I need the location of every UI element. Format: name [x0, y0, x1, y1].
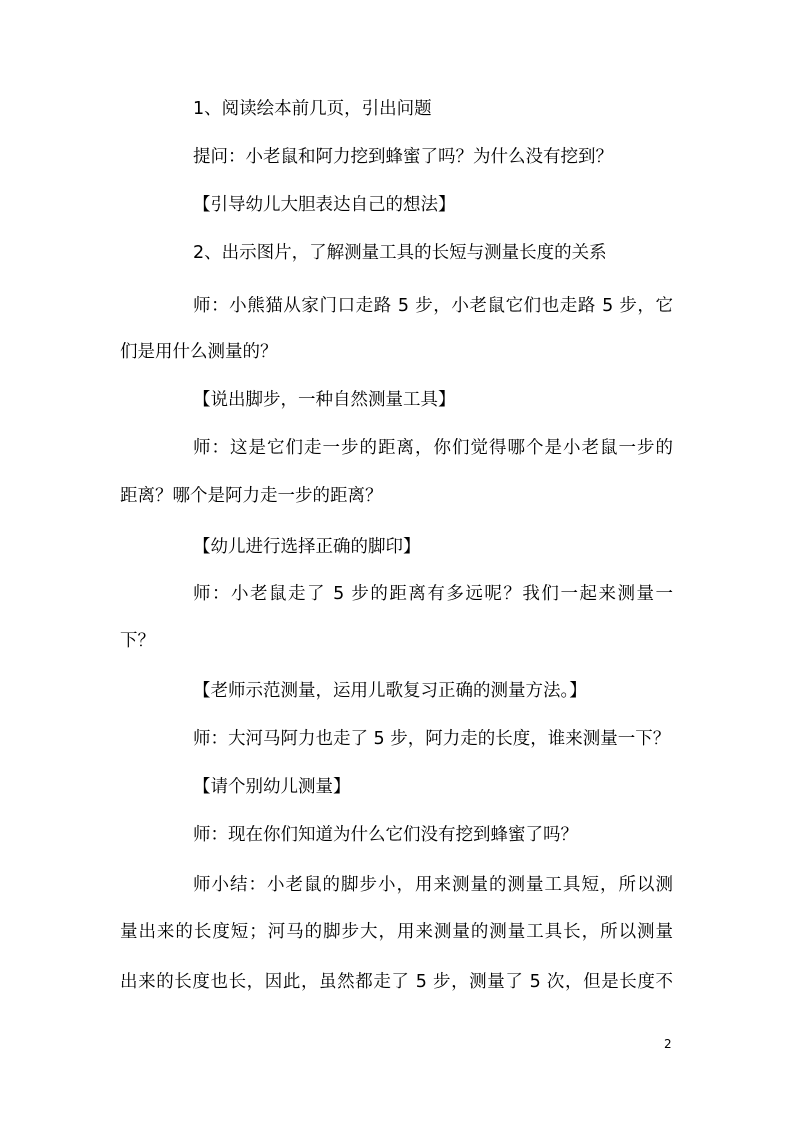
paragraph-line: 们是用什么测量的？ — [120, 342, 278, 362]
page-number: 2 — [664, 1037, 672, 1051]
paragraph-line: 师小结：小老鼠的脚步小，用来测量的测量工具短，所以测 — [193, 875, 673, 895]
heading-step-1: 1、阅读绘本前几页，引出问题 — [193, 99, 432, 119]
paragraph-line: 下？ — [120, 631, 155, 651]
bracket-note: 【请个别幼儿测量】 — [193, 777, 351, 797]
paragraph-line: 师：小老鼠走了 5 步的距离有多远呢？我们一起来测量一 — [193, 584, 673, 604]
heading-step-2: 2、出示图片，了解测量工具的长短与测量长度的关系 — [193, 243, 607, 263]
paragraph-line: 提问：小老鼠和阿力挖到蜂蜜了吗？为什么没有挖到？ — [193, 147, 613, 167]
paragraph-line: 距离？哪个是阿力走一步的距离？ — [120, 486, 383, 506]
bracket-note: 【引导幼儿大胆表达自己的想法】 — [193, 195, 456, 215]
paragraph-line: 量出来的长度短；河马的脚步大，用来测量的测量工具长，所以测量 — [120, 922, 673, 942]
paragraph-line: 出来的长度也长，因此，虽然都走了 5 步，测量了 5 次，但是长度不 — [120, 972, 673, 992]
bracket-note: 【幼儿进行选择正确的脚印】 — [193, 537, 421, 557]
paragraph-line: 师：现在你们知道为什么它们没有挖到蜂蜜了吗？ — [193, 825, 578, 845]
paragraph-line: 师：大河马阿力也走了 5 步，阿力走的长度，谁来测量一下？ — [193, 729, 671, 749]
bracket-note: 【说出脚步，一种自然测量工具】 — [193, 390, 456, 410]
paragraph-line: 师：小熊猫从家门口走路 5 步，小老鼠它们也走路 5 步，它 — [193, 296, 673, 316]
bracket-note: 【老师示范测量，运用儿歌复习正确的测量方法。】 — [193, 681, 587, 701]
paragraph-line: 师：这是它们走一步的距离，你们觉得哪个是小老鼠一步的 — [193, 438, 673, 458]
